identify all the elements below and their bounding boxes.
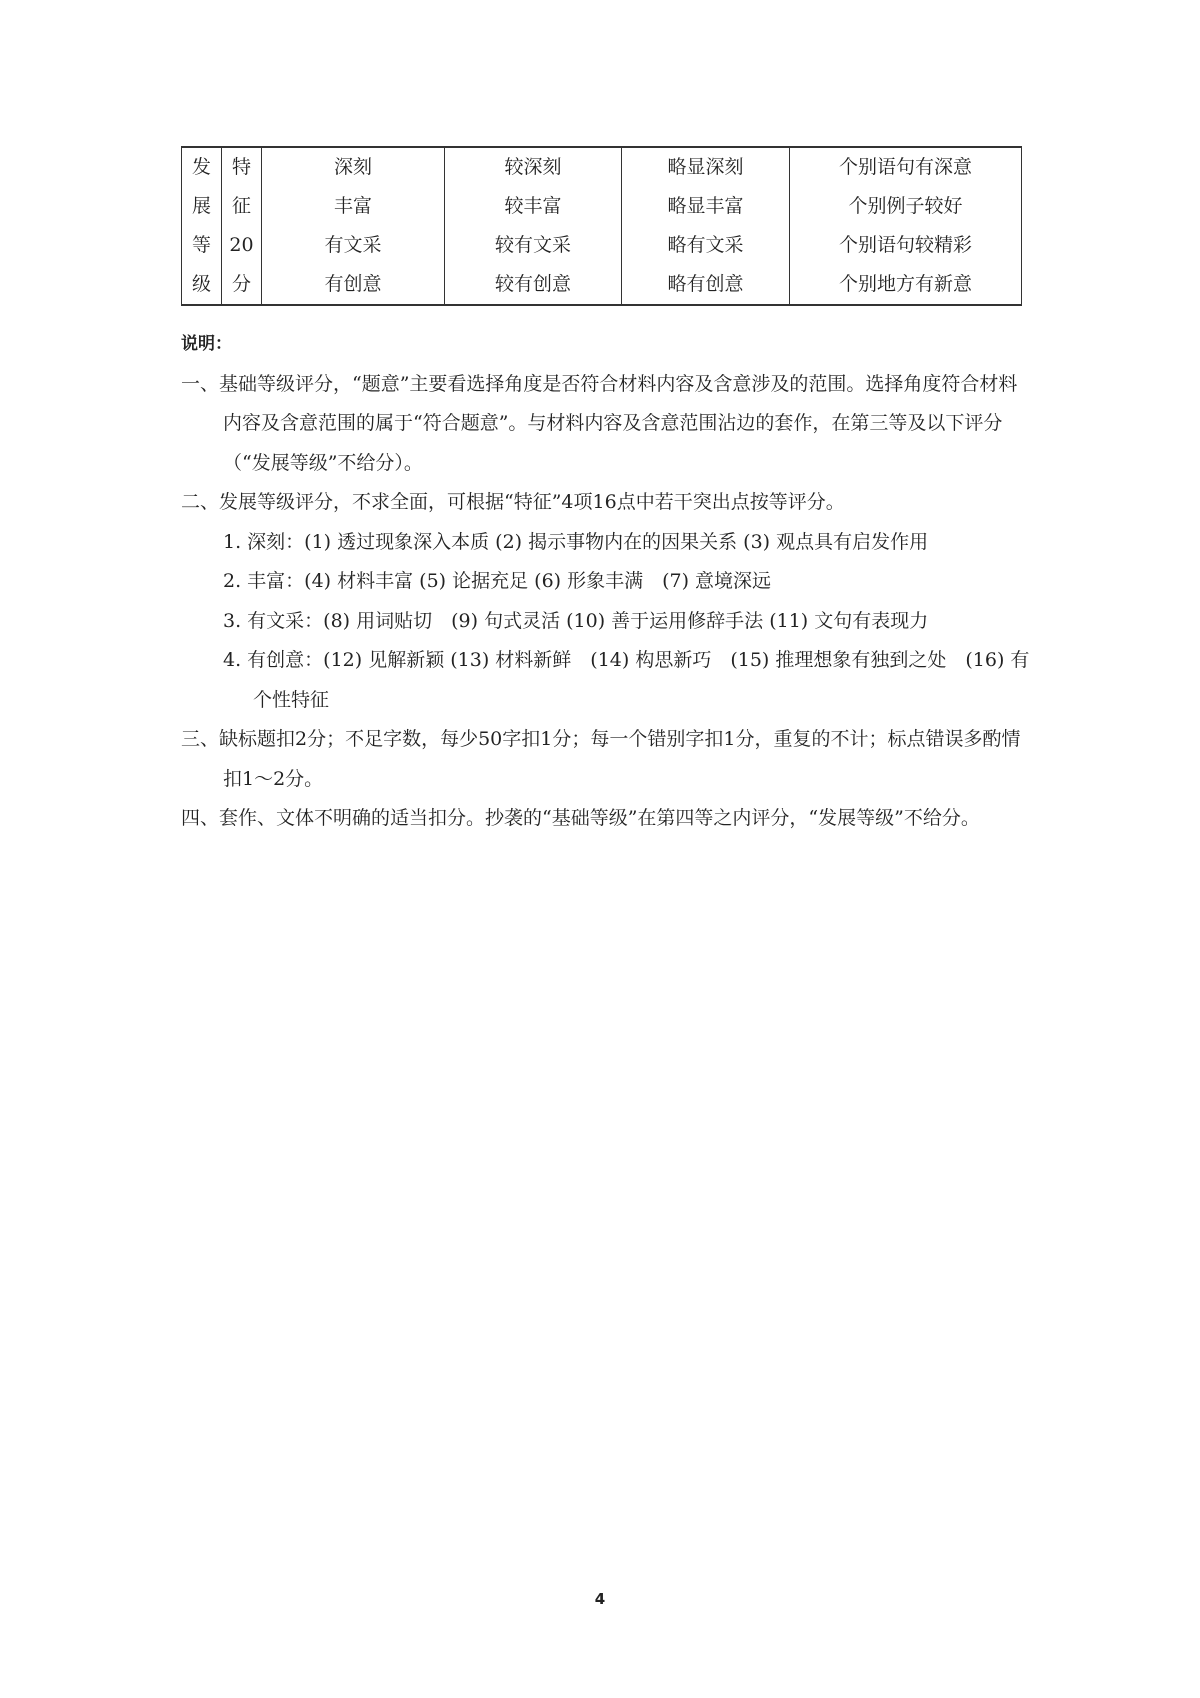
table-cell: 个别地方有新意 (790, 265, 1022, 305)
table-row (182, 265, 1022, 305)
note-sub-item-4: 4. 有创意：(12) 见解新颖 (13) 材料新鲜 (14) 构思新巧 (15) 推理想象有独到之处 (16) 有个性特征 (223, 649, 1030, 711)
page-number: 4 (594, 1590, 606, 1608)
note-paragraph-4: 四、套作、文体不明确的适当扣分。抄袭的“基础等级”在第四等之内评分，“发展等级”不给分。 (181, 807, 980, 829)
table-cell: 个别语句有深意 (790, 147, 1022, 187)
note-paragraph-2: 二、发展等级评分，不求全面，可根据“特征”4项16点中若干突出点按等评分。 (181, 491, 845, 513)
table-cell: 个别例子较好 (790, 187, 1022, 226)
note-sub-item-2: 2. 丰富：(4) 材料丰富 (5) 论据充足 (6) 形象丰满 (7) 意境深远 (223, 570, 772, 592)
grade-label-cell: 等 (182, 226, 222, 265)
table-cell: 较有文采 (445, 226, 622, 265)
notes-section (181, 325, 1031, 839)
table-cell: 个别语句较精彩 (790, 226, 1022, 265)
table-row (182, 147, 1022, 187)
grade-label-cell: 级 (182, 265, 222, 305)
grade-label-cell: 发 (182, 147, 222, 187)
grade-label-cell: 展 (182, 187, 222, 226)
note-paragraph-3: 三、缺标题扣2分；不足字数，每少50字扣1分；每一个错别字扣1分，重复的不计；标点错误多酌情扣1～2分。 (181, 728, 1021, 790)
development-grade-table (181, 146, 1022, 306)
table-row (182, 226, 1022, 265)
table-cell: 有文采 (262, 226, 445, 265)
table-cell: 较深刻 (445, 147, 622, 187)
table-cell: 较丰富 (445, 187, 622, 226)
table-cell: 有创意 (262, 265, 445, 305)
note-sub-item-3: 3. 有文采：(8) 用词贴切 (9) 句式灵活 (10) 善于运用修辞手法 (11) 文句有表现力 (223, 609, 929, 632)
note-sub-item-1: 1. 深刻：(1) 透过现象深入本质 (2) 揭示事物内在的因果关系 (3) 观点具有启发作用 (223, 530, 929, 553)
table-cell: 略有文采 (622, 226, 790, 265)
feature-label-cell: 征 (222, 187, 262, 226)
feature-label-cell: 20 (222, 226, 262, 265)
table-row (182, 187, 1022, 226)
table-cell: 略显深刻 (622, 147, 790, 187)
table-cell: 略显丰富 (622, 187, 790, 226)
feature-label-cell: 分 (222, 265, 262, 305)
feature-label-cell: 特 (222, 147, 262, 187)
table-cell: 丰富 (262, 187, 445, 226)
table-cell: 深刻 (262, 147, 445, 187)
table-cell: 较有创意 (445, 265, 622, 305)
table-cell: 略有创意 (622, 265, 790, 305)
note-paragraph-1: 一、基础等级评分，“题意”主要看选择角度是否符合材料内容及含意涉及的范围。选择角度符合材料内容及含意范围的属于“符合题意”。与材料内容及含意范围沾边的套作，在第三等及以下评分（“发展等级”不给分）。 (181, 372, 1018, 474)
notes-title: 说明： (181, 334, 232, 354)
